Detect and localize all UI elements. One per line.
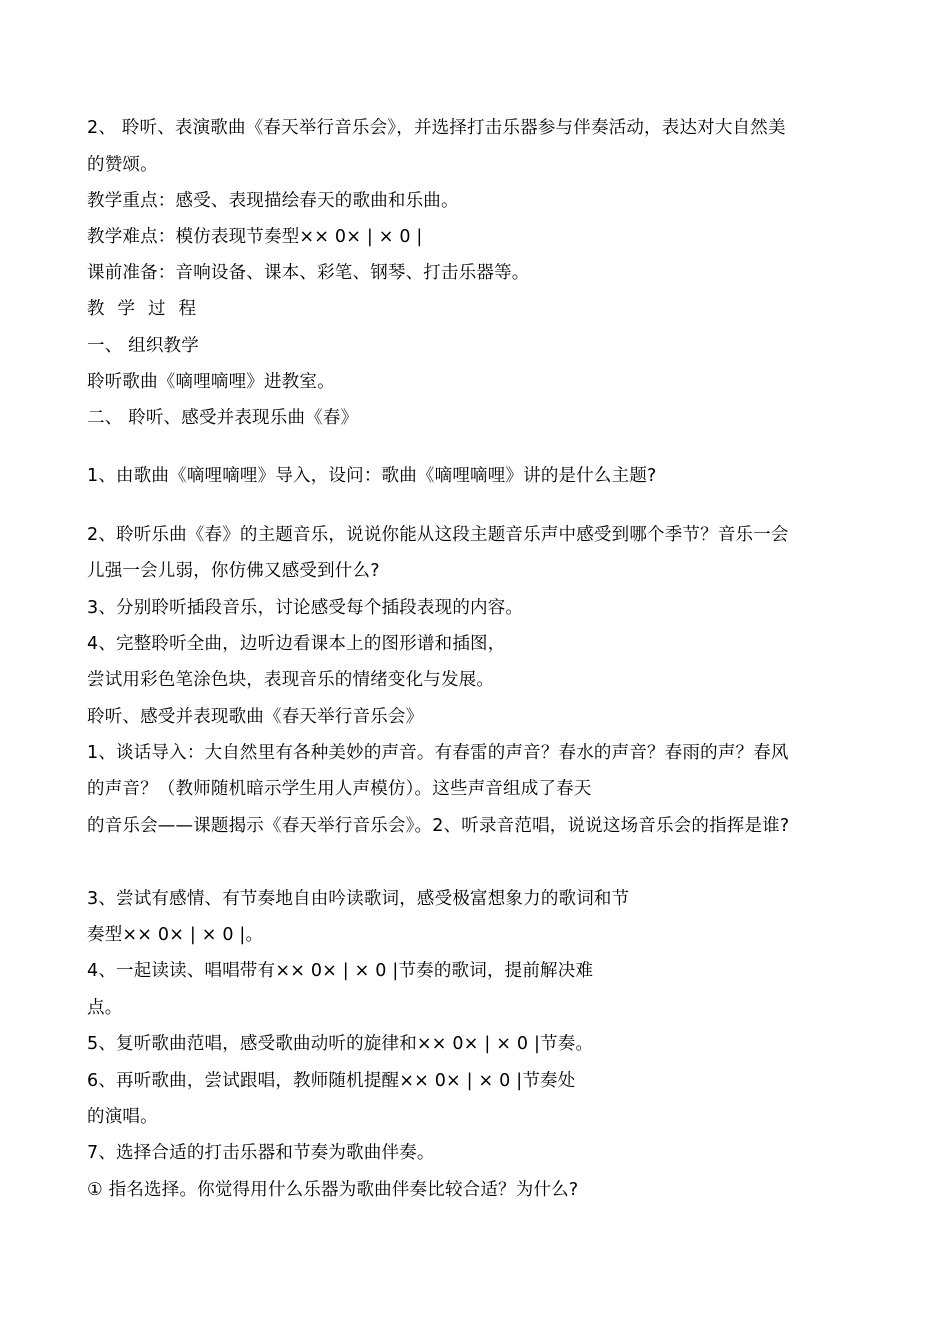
process-heading: 教学过程	[87, 299, 209, 319]
step-line: 7、选择合适的打击乐器和节奏为歌曲伴奏。	[87, 1143, 435, 1163]
sub-step-line: ① 指名选择。你觉得用什么乐器为歌曲伴奏比较合适？为什么?	[87, 1180, 579, 1200]
step-line: 1、谈话导入：大自然里有各种美妙的声音。有春雷的声音？春水的声音？春雨的声？春风	[87, 743, 789, 763]
section-heading-3: 聆听、感受并表现歌曲《春天举行音乐会》	[87, 707, 424, 727]
step-line: 4、完整聆听全曲，边听边看课本上的图形谱和插图，	[87, 634, 506, 654]
step-line-cont: 儿强一会儿弱，你仿佛又感受到什么?	[87, 561, 380, 581]
difficulty-line: 教学难点：模仿表现节奏型×× 0× | × 0 |	[87, 227, 423, 247]
step-line: 4、一起读读、唱唱带有×× 0× | × 0 |节奏的歌词，提前解决难	[87, 961, 594, 981]
objective-line-2: 2、 聆听、表演歌曲《春天举行音乐会》，并选择打击乐器参与伴奏活动，表达对大自然美	[87, 118, 786, 138]
step-line: 3、尝试有感情、有节奏地自由吟读歌词，感受极富想象力的歌词和节	[87, 889, 630, 909]
step-line-cont: 的音乐会——课题揭示《春天举行音乐会》。2、听录音范唱，说说这场音乐会的指挥是谁?	[87, 816, 790, 836]
step-line: 6、再听歌曲，尝试跟唱，教师随机提醒×× 0× | × 0 |节奏处	[87, 1071, 576, 1091]
step-line: 3、分别聆听插段音乐，讨论感受每个插段表现的内容。	[87, 598, 524, 618]
section-heading-2: 二、 聆听、感受并表现乐曲《春》	[87, 408, 359, 428]
step-line: 2、聆听乐曲《春》的主题音乐，说说你能从这段主题音乐声中感受到哪个季节？音乐一会	[87, 525, 789, 545]
paragraph-line: 聆听歌曲《嘀哩嘀哩》进教室。	[87, 372, 335, 392]
step-line-cont: 的声音？（教师随机暗示学生用人声模仿）。这些声音组成了春天	[87, 779, 592, 799]
objective-line-2-cont: 的赞颂。	[87, 155, 158, 175]
step-line-cont: 尝试用彩色笔涂色块，表现音乐的情绪变化与发展。	[87, 670, 495, 690]
key-point-line: 教学重点：感受、表现描绘春天的歌曲和乐曲。	[87, 191, 459, 211]
preparation-line: 课前准备：音响设备、课本、彩笔、钢琴、打击乐器等。	[87, 263, 530, 283]
step-line-cont: 点。	[87, 998, 123, 1018]
step-line: 5、复听歌曲范唱，感受歌曲动听的旋律和×× 0× | × 0 |节奏。	[87, 1034, 594, 1054]
step-line-cont: 奏型×× 0× | × 0 |。	[87, 925, 264, 945]
step-line-cont: 的演唱。	[87, 1107, 158, 1127]
step-line: 1、由歌曲《嘀哩嘀哩》导入，设问：歌曲《嘀哩嘀哩》讲的是什么主题?	[87, 466, 657, 486]
section-heading-1: 一、 组织教学	[87, 336, 199, 356]
